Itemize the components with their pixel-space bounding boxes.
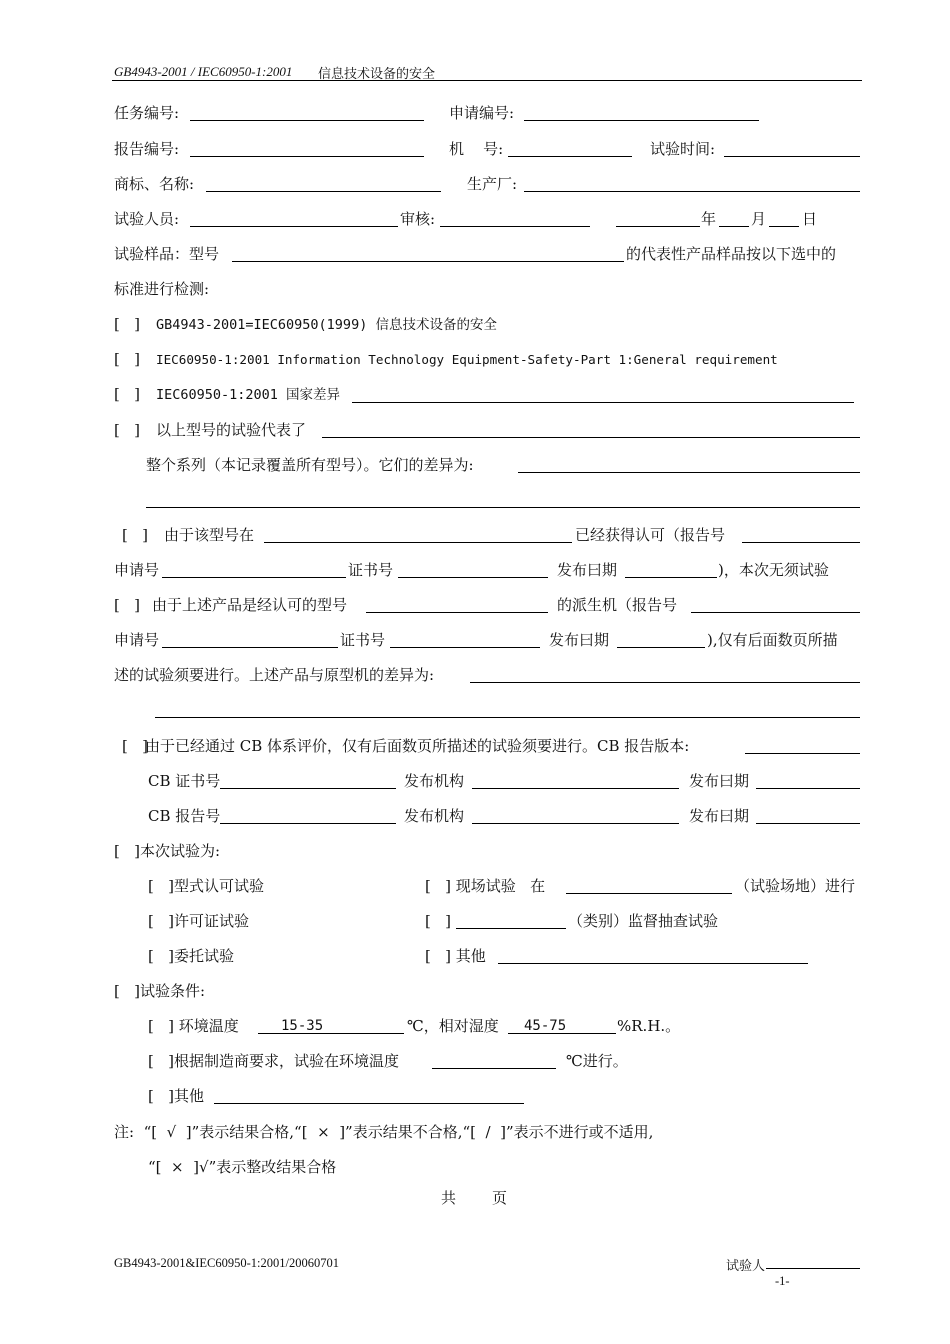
derivative-diff-field-2[interactable] — [155, 717, 860, 718]
other-condition-field[interactable] — [214, 1103, 524, 1104]
sample-model-field[interactable] — [232, 261, 624, 262]
other-condition-option[interactable]: [ ]其他 — [148, 1087, 205, 1105]
year-field[interactable] — [616, 226, 700, 227]
derivative-report-field[interactable] — [691, 612, 860, 613]
manufacturer-temp-option[interactable]: [ ]根据制造商要求，试验在环境温度 — [148, 1052, 400, 1070]
test-type-label[interactable]: [ ]本次试验为: — [114, 842, 221, 860]
type-approval-option[interactable]: [ ]型式认可试验 — [148, 877, 265, 895]
tester-field[interactable] — [190, 226, 398, 227]
env-mid: ℃，相对湿度 — [407, 1017, 499, 1035]
derivative-model-field[interactable] — [366, 612, 548, 613]
note-line2: “[ × ]√”表示整改结果合格 — [148, 1158, 337, 1176]
total-pages-b: 页 — [492, 1189, 508, 1207]
machine-no-label: 机 号: — [449, 140, 504, 158]
std4-text: 以上型号的试验代表了 — [156, 421, 307, 439]
supervision-category-field[interactable] — [456, 928, 566, 929]
env-option[interactable]: [ ] 环境温度 — [148, 1017, 239, 1035]
approved-cert-field[interactable] — [398, 577, 548, 578]
approved-date-field[interactable] — [625, 577, 717, 578]
onsite-option[interactable]: [ ] 现场试验 在 — [425, 877, 546, 895]
approved-date-label: 发布曰期 — [557, 561, 618, 579]
derivative-cert-label: 证书号 — [340, 631, 386, 649]
std3-text: IEC60950-1:2001 国家差异 — [156, 387, 341, 403]
derivative-date-label: 发布曰期 — [549, 631, 610, 649]
temp-value: 15-35 — [281, 1018, 324, 1034]
approved-report-field[interactable] — [742, 542, 860, 543]
std4-field[interactable] — [322, 437, 860, 438]
derivative-apply-label: 申请号 — [114, 631, 160, 649]
month-label: 月 — [751, 210, 767, 228]
report-no-field[interactable] — [190, 156, 424, 157]
derivative-line3: 述的试验须要进行。上述产品与原型机的差异为: — [114, 666, 435, 684]
derivative-line2-d: ),仅有后面数页所描 — [707, 631, 838, 649]
test-time-label: 试验时间: — [650, 140, 716, 158]
approved-line1-b: 已经获得认可（报告号 — [575, 526, 726, 544]
cb-line1: 由于已经通过 CB 体系评价，仅有后面数页所描述的试验须要进行。CB 报告版本: — [145, 737, 690, 755]
day-label: 日 — [802, 210, 818, 228]
manufacturer-field[interactable] — [524, 191, 860, 192]
total-pages-a: 共 — [441, 1189, 457, 1207]
derivative-diff-field-1[interactable] — [470, 682, 860, 683]
env-suffix: %R.H.。 — [617, 1017, 681, 1035]
approved-apply-label: 申请号 — [114, 561, 160, 579]
footer-page-number: -1- — [775, 1274, 790, 1288]
footer-doc-id: GB4943-2001&IEC60950-1:2001/20060701 — [114, 1256, 339, 1270]
supervision-suffix: （类别）监督抽查试验 — [568, 912, 719, 930]
derivative-date-field[interactable] — [617, 647, 705, 648]
machine-no-field[interactable] — [508, 156, 632, 157]
approved-line1-a: 由于该型号在 — [164, 526, 255, 544]
footer-tester-field[interactable] — [766, 1268, 860, 1269]
footer-tester-label: 试验人 — [726, 1259, 766, 1274]
approved-cert-label: 证书号 — [348, 561, 394, 579]
cb-issuer-label-2: 发布机构 — [404, 807, 465, 825]
task-no-field[interactable] — [190, 120, 424, 121]
task-no-label: 任务编号: — [114, 104, 180, 122]
standard-intro: 标准进行检测: — [114, 280, 210, 298]
temp-field[interactable] — [258, 1033, 404, 1034]
std1-checkbox[interactable]: [ ] — [114, 315, 141, 333]
tester-label: 试验人员: — [114, 210, 180, 228]
std3-checkbox[interactable]: [ ] — [114, 385, 141, 403]
cb-date-label-1: 发布曰期 — [689, 772, 750, 790]
std1-text: GB4943-2001=IEC60950(1999) 信息技术设备的安全 — [156, 317, 497, 333]
std2-checkbox[interactable]: [ ] — [114, 350, 141, 368]
manufacturer-temp-field[interactable] — [432, 1068, 556, 1069]
humidity-value: 45-75 — [524, 1018, 567, 1034]
review-label: 审核: — [400, 210, 436, 228]
commission-option[interactable]: [ ]委托试验 — [148, 947, 235, 965]
std2-text: IEC60950-1:2001 Information Technology Equipment-Safety-Part 1:General requirement — [156, 352, 778, 367]
cb-issuer-field-1[interactable] — [472, 788, 679, 789]
approved-checkbox[interactable]: [ ] — [122, 526, 149, 544]
cb-date-field-1[interactable] — [756, 788, 860, 789]
day-field[interactable] — [769, 226, 799, 227]
cb-version-field[interactable] — [745, 753, 860, 754]
header-standard: GB4943-2001 / IEC60950-1:2001 — [114, 64, 293, 79]
std3-field[interactable] — [352, 402, 854, 403]
header-title: 信息技术设备的安全 — [318, 67, 436, 82]
brand-name-label: 商标、名称: — [114, 175, 195, 193]
brand-name-field[interactable] — [206, 191, 441, 192]
derivative-cert-field[interactable] — [390, 647, 540, 648]
cb-report-label: CB 报告号 — [148, 807, 221, 825]
apply-no-field[interactable] — [524, 120, 759, 121]
report-no-label: 报告编号: — [114, 140, 180, 158]
onsite-suffix: （试验场地）进行 — [735, 877, 856, 895]
cb-cert-label: CB 证书号 — [148, 772, 221, 790]
series-text: 整个系列（本记录覆盖所有型号）。它们的差异为: — [146, 456, 474, 474]
manufacturer-temp-suffix: ℃进行。 — [566, 1052, 628, 1070]
series-diff-field-1[interactable] — [518, 472, 860, 473]
cb-report-field[interactable] — [220, 823, 396, 824]
cb-issuer-label-1: 发布机构 — [404, 772, 465, 790]
derivative-apply-field[interactable] — [162, 647, 338, 648]
sample-prefix: 试验样品：型号 — [114, 245, 220, 263]
other-test-option[interactable]: [ ] 其他 — [425, 947, 486, 965]
apply-no-label: 申请编号: — [449, 104, 515, 122]
supervision-option[interactable]: [ ] — [425, 912, 452, 930]
license-option[interactable]: [ ]许可证试验 — [148, 912, 250, 930]
month-field[interactable] — [719, 226, 749, 227]
approved-line2-d: )，本次无须试验 — [718, 561, 829, 579]
cb-checkbox[interactable]: [ ] — [122, 737, 149, 755]
derivative-line1-b: 的派生机（报告号 — [557, 596, 678, 614]
derivative-line1-a: 由于上述产品是经认可的型号 — [152, 596, 348, 614]
test-time-field[interactable] — [724, 156, 860, 157]
review-field[interactable] — [440, 226, 590, 227]
approved-place-field[interactable] — [264, 542, 572, 543]
cb-date-field-2[interactable] — [756, 823, 860, 824]
year-label: 年 — [701, 210, 717, 228]
cb-issuer-field-2[interactable] — [472, 823, 679, 824]
manufacturer-label: 生产厂: — [467, 175, 518, 193]
other-test-field[interactable] — [498, 963, 808, 964]
header-rule — [112, 80, 862, 81]
approved-apply-field[interactable] — [162, 577, 346, 578]
cb-date-label-2: 发布曰期 — [689, 807, 750, 825]
derivative-checkbox[interactable]: [ ] — [114, 596, 141, 614]
series-diff-field-2[interactable] — [146, 507, 860, 508]
note-line1: 注: “[ √ ]”表示结果合格,“[ × ]”表示结果不合格,“[ / ]”表示不进行或不适用, — [114, 1123, 654, 1141]
conditions-label[interactable]: [ ]试验条件: — [114, 982, 206, 1000]
std4-checkbox[interactable]: [ ] — [114, 421, 141, 439]
cb-cert-field[interactable] — [220, 788, 396, 789]
sample-suffix: 的代表性产品样品按以下选中的 — [626, 245, 837, 263]
onsite-place-field[interactable] — [566, 893, 732, 894]
